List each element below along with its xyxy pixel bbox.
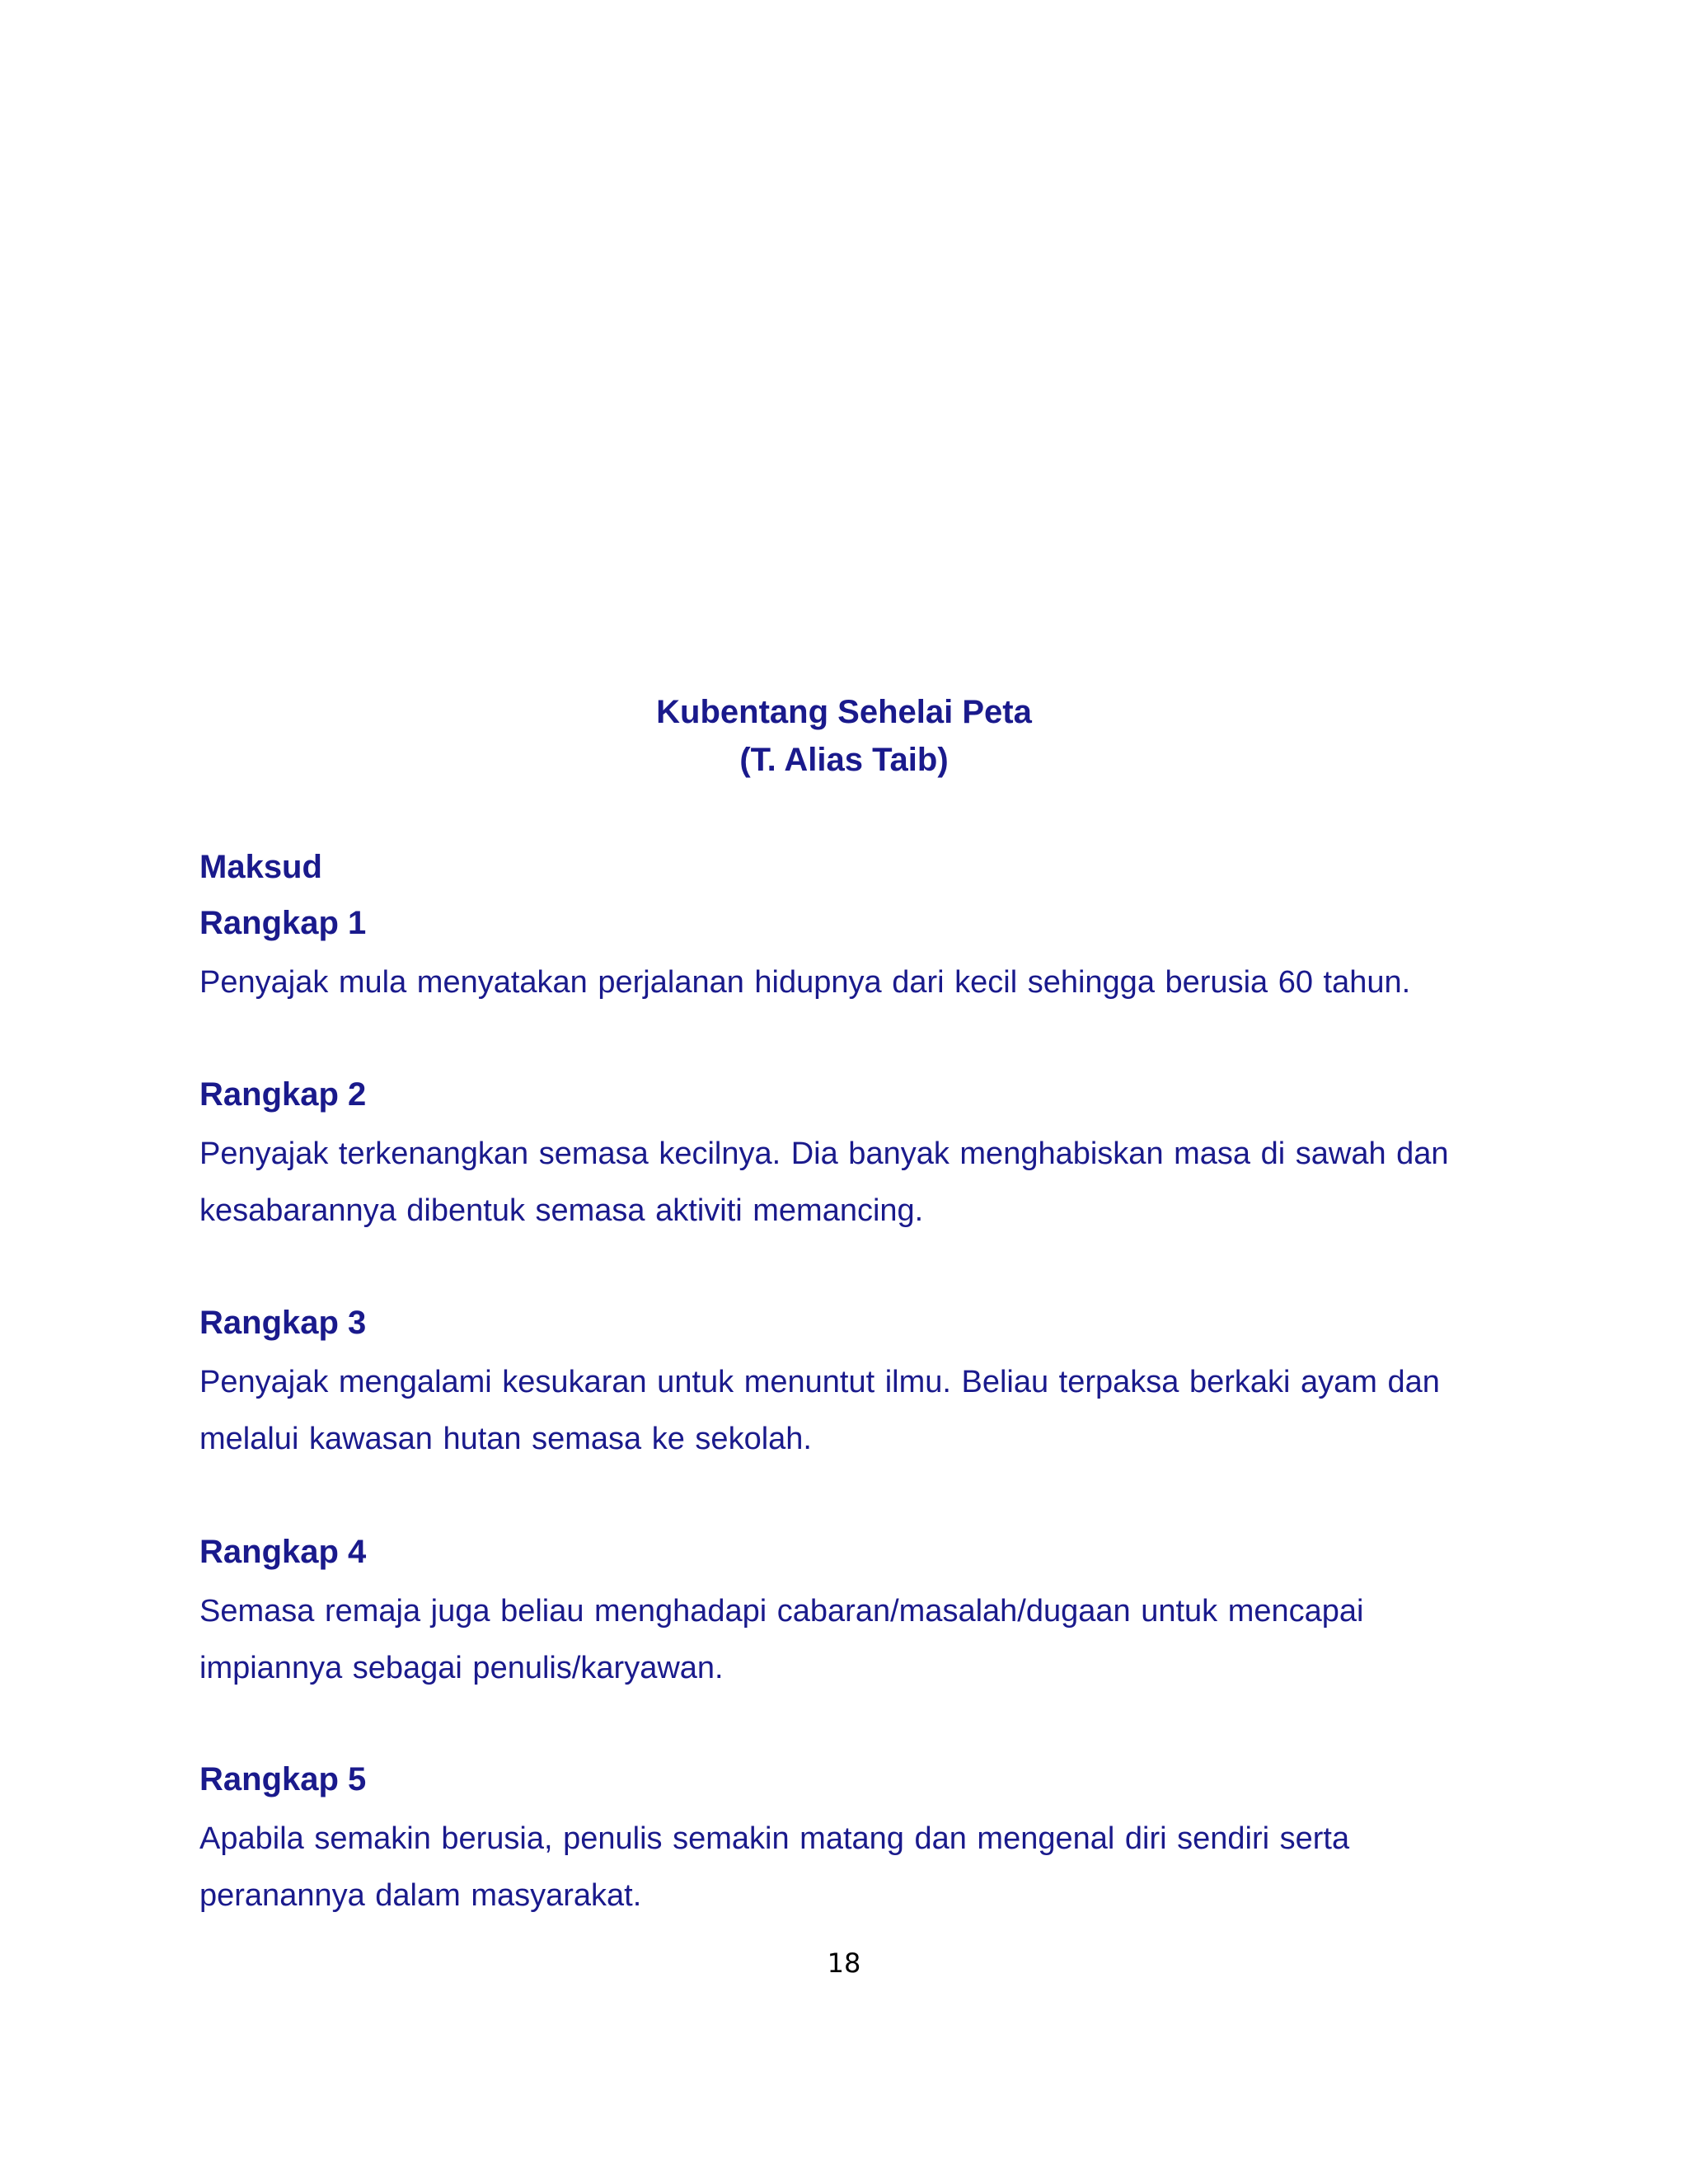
stanza-text-2: Penyajak terkenangkan semasa kecilnya. Dia banyak menghabiskan masa di sawah dan kesabarannya dibentuk semasa aktiviti memancing. [199,1137,1449,1228]
document-author: (T. Alias Taib) [739,742,949,778]
stanza-heading-5: Rangkap 5 [199,1761,367,1797]
stanza-text-4: Semasa remaja juga beliau menghadapi cabaran/masalah/dugaan untuk mencapai impiannya sebagai penulis/karyawan. [199,1594,1364,1685]
stanza-text-3: Penyajak mengalami kesukaran untuk menuntut ilmu. Beliau terpaksa berkaki ayam dan melalui kawasan hutan semasa ke sekolah. [199,1365,1440,1456]
page-number: 18 [827,1947,861,1979]
section-heading-maksud: Maksud [199,849,322,885]
stanza-heading-2: Rangkap 2 [199,1076,367,1113]
document-title: Kubentang Sehelai Peta [656,694,1032,730]
stanza-text-1: Penyajak mula menyatakan perjalanan hidupnya dari kecil sehingga berusia 60 tahun. [199,965,1411,1000]
stanza-text-5: Apabila semakin berusia, penulis semakin matang dan mengenal diri sendiri serta peranannya dalam masyarakat. [199,1821,1350,1913]
stanza-heading-3: Rangkap 3 [199,1305,367,1341]
stanza-heading-1: Rangkap 1 [199,905,367,941]
stanza-heading-4: Rangkap 4 [199,1534,367,1570]
